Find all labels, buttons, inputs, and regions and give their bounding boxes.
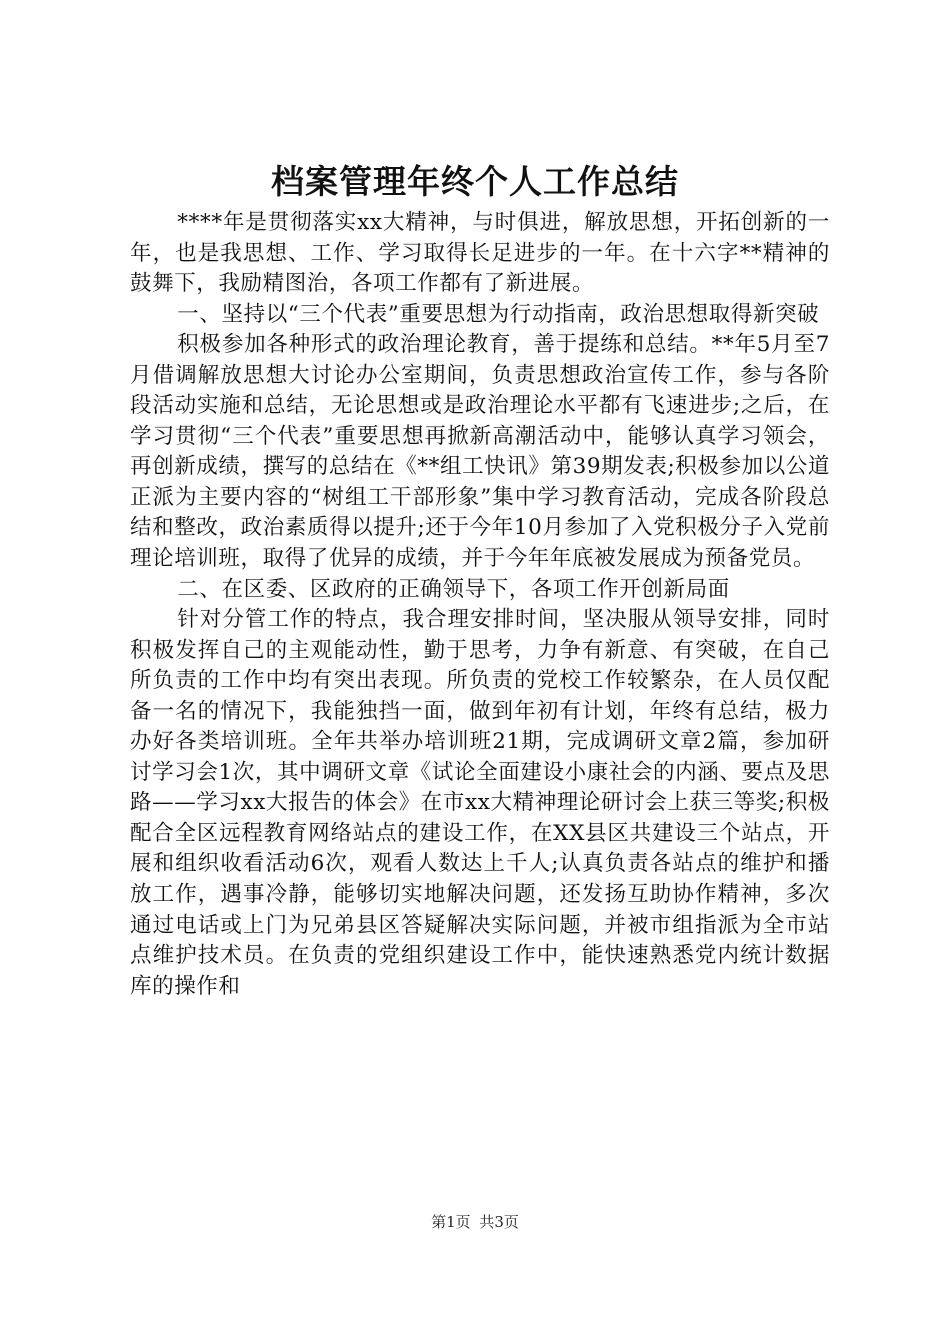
paragraph-intro: ****年是贯彻落实xx大精神，与时俱进，解放思想，开拓创新的一年，也是我思想、工作、学习取得长足进步的一年。在十六字**精神的鼓舞下，我励精图治，各项工作都有了新进展。 xyxy=(130,210,830,297)
document-title: 档案管理年终个人工作总结 xyxy=(271,162,679,201)
document-body xyxy=(130,208,830,1002)
section-heading-2: 二、在区委、区政府的正确领导下，各项工作开创新局面 xyxy=(177,576,730,602)
page-total: 共3页 xyxy=(479,1213,519,1231)
page-footer xyxy=(0,1212,950,1232)
paragraph-section-1: 积极参加各种形式的政治理论教育，善于提练和总结。**年5月至7月借调解放思想大讨论办公室期间，负责思想政治宣传工作，参与各阶段活动实施和总结，无论思想或是政治理论水平都有飞速进步;之后，在学习贯彻“三个代表”重要思想再掀新高潮活动中，能够认真学习领会，再创新成绩，撰写的总结在《**组工快讯》第39期发表;积极参加以公道正派为主要内容的“树组工干部形象”集中学习教育活动，完成各阶段总结和整改，政治素质得以提升;还于今年10月参加了入党积极分子入党前理论培训班，取得了优异的成绩，并于今年年底被发展成为预备党员。 xyxy=(130,332,831,572)
page-number: 第1页 xyxy=(431,1213,471,1231)
paragraph-section-2: 针对分管工作的特点，我合理安排时间，坚决服从领导安排，同时积极发挥自己的主观能动性，勤于思考，力争有新意、有突破，在自己所负责的工作中均有突出表现。所负责的党校工作较繁杂，在人员仅配备一名的情况下，我能独挡一面，做到年初有计划，年终有总结，极力办好各类培训班。全年共举办培训班21期，完成调研文章2篇，参加研讨学习会1次，其中调研文章《试论全面建设小康社会的内涵、要点及思路——学习xx大报告的体会》在市xx大精神理论研讨会上获三等奖;积极配合全区远程教育网络站点的建设工作，在XX县区共建设三个站点，开展和组织收看活动6次，观看人数达上千人;认真负责各站点的维护和播放工作，遇事冷静，能够切实地解决问题，还发扬互助协作精神，多次通过电话或上门为兄弟县区答疑解决实际问题，并被市组指派为全市站点维护技术员。在负责的党组织建设工作中，能快速熟悉党内统计数据库的操作和 xyxy=(130,607,830,999)
section-heading-1: 一、坚持以“三个代表”重要思想为行动指南，政治思想取得新突破 xyxy=(177,301,820,327)
